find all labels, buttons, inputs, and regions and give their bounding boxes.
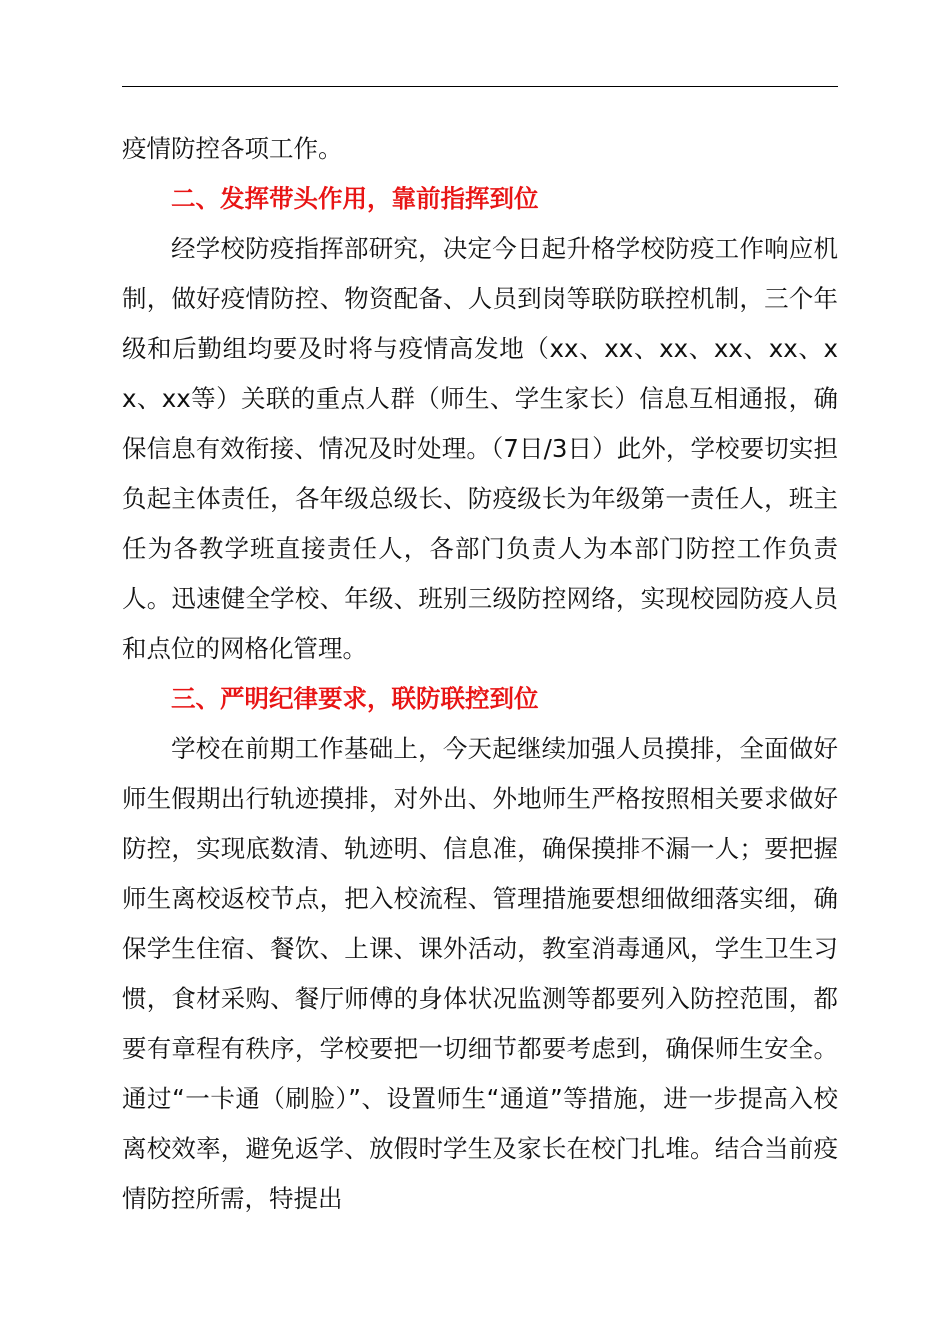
section-3-paragraph: 学校在前期工作基础上，今天起继续加强人员摸排，全面做好师生假期出行轨迹摸排，对外出、外地师生严格按照相关要求做好防控，实现底数清、轨迹明、信息准，确保摸排不漏一人；要把握师生离校返校节点，把入校流程、管理措施要想细做细落实细，确保学生住宿、餐饮、上课、课外活动，教室消毒通风，学生卫生习惯，食材采购、餐厅师傅的身体状况监测等都要列入防控范围，都要有章程有秩序，学校要把一切细节都要考虑到，确保师生安全。通过“一卡通（刷脸）”、设置师生“通道”等措施，进一步提高入校离校效率，避免返学、放假时学生及家长在校门扎堆。结合当前疫情防控所需，特提出 xyxy=(122,734,838,1213)
header-rule xyxy=(122,86,838,87)
section-heading-2: 二、发挥带头作用，靠前指挥到位 xyxy=(171,184,539,213)
document-body xyxy=(122,124,838,1224)
section-2-paragraph: 经学校防疫指挥部研究，决定今日起升格学校防疫工作响应机制，做好疫情防控、物资配备、人员到岗等联防联控机制，三个年级和后勤组均要及时将与疫情高发地（xx、xx、xx、xx、xx、xx、xx等）关联的重点人群（师生、学生家长）信息互相通报，确保信息有效衔接、情况及时处理。（7日/3日）此外，学校要切实担负起主体责任，各年级总级长、防疫级长为年级第一责任人，班主任为各教学班直接责任人，各部门负责人为本部门防控工作负责人。迅速健全学校、年级、班别三级防控网络，实现校园防疫人员和点位的网格化管理。 xyxy=(122,234,838,663)
section-heading-3: 三、严明纪律要求，联防联控到位 xyxy=(171,684,539,713)
continuation-paragraph: 疫情防控各项工作。 xyxy=(122,134,343,163)
